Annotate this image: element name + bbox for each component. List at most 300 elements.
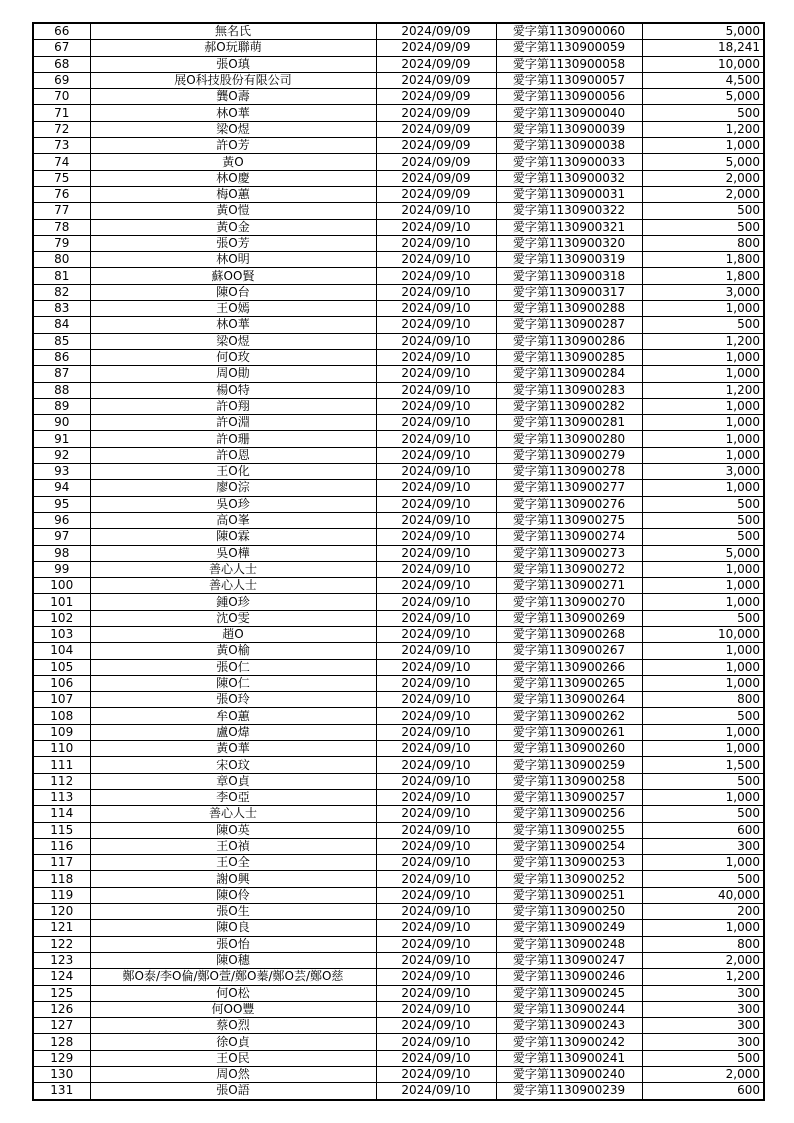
donation-date-cell: 2024/09/10: [376, 643, 496, 659]
donor-name-cell: 善心人士: [90, 578, 376, 594]
amount-cell: 1,000: [642, 643, 764, 659]
donor-name-cell: 展O科技股份有限公司: [90, 72, 376, 88]
row-number-cell: 126: [33, 1001, 90, 1017]
receipt-number-cell: 愛字第1130900058: [496, 56, 642, 72]
row-number-cell: 72: [33, 121, 90, 137]
donation-date-cell: 2024/09/10: [376, 838, 496, 854]
donor-name-cell: 宋O玟: [90, 757, 376, 773]
table-row: [33, 855, 764, 871]
table-row: [33, 512, 764, 528]
receipt-number-cell: 愛字第1130900033: [496, 154, 642, 170]
donor-name-cell: 陳O良: [90, 920, 376, 936]
row-number-cell: 77: [33, 203, 90, 219]
donor-name-cell: 陳O穗: [90, 952, 376, 968]
table-row: [33, 904, 764, 920]
donor-name-cell: 許O淵: [90, 415, 376, 431]
receipt-number-cell: 愛字第1130900265: [496, 675, 642, 691]
table-row: [33, 121, 764, 137]
donor-name-cell: 趙O: [90, 626, 376, 642]
table-row: [33, 464, 764, 480]
table-row: [33, 594, 764, 610]
table-row: [33, 529, 764, 545]
donor-name-cell: 何O玫: [90, 349, 376, 365]
row-number-cell: 121: [33, 920, 90, 936]
receipt-number-cell: 愛字第1130900244: [496, 1001, 642, 1017]
row-number-cell: 86: [33, 349, 90, 365]
table-row: [33, 561, 764, 577]
table-row: [33, 398, 764, 414]
donation-date-cell: 2024/09/10: [376, 301, 496, 317]
row-number-cell: 69: [33, 72, 90, 88]
receipt-number-cell: 愛字第1130900281: [496, 415, 642, 431]
table-row: [33, 203, 764, 219]
amount-cell: 600: [642, 1083, 764, 1100]
donor-name-cell: 周O然: [90, 1067, 376, 1083]
receipt-number-cell: 愛字第1130900031: [496, 186, 642, 202]
receipt-number-cell: 愛字第1130900253: [496, 855, 642, 871]
donation-date-cell: 2024/09/09: [376, 170, 496, 186]
donor-name-cell: 張O玲: [90, 692, 376, 708]
row-number-cell: 130: [33, 1067, 90, 1083]
table-row: [33, 415, 764, 431]
donor-name-cell: 林O慶: [90, 170, 376, 186]
donor-name-cell: 王O禎: [90, 838, 376, 854]
table-row: [33, 284, 764, 300]
receipt-number-cell: 愛字第1130900256: [496, 806, 642, 822]
amount-cell: 1,200: [642, 382, 764, 398]
row-number-cell: 129: [33, 1050, 90, 1066]
row-number-cell: 87: [33, 366, 90, 382]
donor-name-cell: 蔡O烈: [90, 1018, 376, 1034]
donation-table: [32, 22, 765, 1101]
receipt-number-cell: 愛字第1130900286: [496, 333, 642, 349]
row-number-cell: 112: [33, 773, 90, 789]
table-row: [33, 1034, 764, 1050]
donation-date-cell: 2024/09/10: [376, 822, 496, 838]
amount-cell: 800: [642, 936, 764, 952]
donor-name-cell: 吳O樺: [90, 545, 376, 561]
amount-cell: 1,000: [642, 138, 764, 154]
row-number-cell: 94: [33, 480, 90, 496]
amount-cell: 1,000: [642, 855, 764, 871]
table-row: [33, 40, 764, 56]
row-number-cell: 98: [33, 545, 90, 561]
table-row: [33, 741, 764, 757]
donor-name-cell: 王O嫣: [90, 301, 376, 317]
amount-cell: 10,000: [642, 56, 764, 72]
donation-date-cell: 2024/09/10: [376, 252, 496, 268]
table-row: [33, 578, 764, 594]
amount-cell: 1,000: [642, 920, 764, 936]
donation-date-cell: 2024/09/10: [376, 920, 496, 936]
receipt-number-cell: 愛字第1130900271: [496, 578, 642, 594]
donor-name-cell: 善心人士: [90, 561, 376, 577]
receipt-number-cell: 愛字第1130900261: [496, 724, 642, 740]
amount-cell: 300: [642, 985, 764, 1001]
table-row: [33, 56, 764, 72]
amount-cell: 1,000: [642, 447, 764, 463]
donor-name-cell: 許O珊: [90, 431, 376, 447]
donation-date-cell: 2024/09/10: [376, 415, 496, 431]
table-row: [33, 366, 764, 382]
donor-name-cell: 沈O雯: [90, 610, 376, 626]
donor-name-cell: 蘇OO賢: [90, 268, 376, 284]
donation-date-cell: 2024/09/10: [376, 692, 496, 708]
donation-date-cell: 2024/09/10: [376, 1018, 496, 1034]
donor-name-cell: 許O芳: [90, 138, 376, 154]
donation-date-cell: 2024/09/10: [376, 757, 496, 773]
receipt-number-cell: 愛字第1130900272: [496, 561, 642, 577]
table-row: [33, 447, 764, 463]
donor-name-cell: 梅O蕙: [90, 186, 376, 202]
row-number-cell: 108: [33, 708, 90, 724]
amount-cell: 2,000: [642, 1067, 764, 1083]
table-row: [33, 838, 764, 854]
donation-date-cell: 2024/09/10: [376, 871, 496, 887]
amount-cell: 1,000: [642, 659, 764, 675]
receipt-number-cell: 愛字第1130900268: [496, 626, 642, 642]
donor-name-cell: 王O全: [90, 855, 376, 871]
amount-cell: 800: [642, 692, 764, 708]
donation-date-cell: 2024/09/09: [376, 40, 496, 56]
row-number-cell: 124: [33, 969, 90, 985]
donation-date-cell: 2024/09/10: [376, 806, 496, 822]
receipt-number-cell: 愛字第1130900321: [496, 219, 642, 235]
receipt-number-cell: 愛字第1130900240: [496, 1067, 642, 1083]
receipt-number-cell: 愛字第1130900260: [496, 741, 642, 757]
row-number-cell: 95: [33, 496, 90, 512]
row-number-cell: 82: [33, 284, 90, 300]
donor-name-cell: 陳O伶: [90, 887, 376, 903]
row-number-cell: 81: [33, 268, 90, 284]
donation-date-cell: 2024/09/09: [376, 154, 496, 170]
amount-cell: 1,000: [642, 561, 764, 577]
row-number-cell: 106: [33, 675, 90, 691]
table-row: [33, 692, 764, 708]
amount-cell: 500: [642, 203, 764, 219]
receipt-number-cell: 愛字第1130900279: [496, 447, 642, 463]
receipt-number-cell: 愛字第1130900320: [496, 235, 642, 251]
row-number-cell: 88: [33, 382, 90, 398]
row-number-cell: 125: [33, 985, 90, 1001]
amount-cell: 1,800: [642, 268, 764, 284]
row-number-cell: 110: [33, 741, 90, 757]
table-row: [33, 154, 764, 170]
donation-date-cell: 2024/09/09: [376, 72, 496, 88]
donation-date-cell: 2024/09/10: [376, 936, 496, 952]
donation-date-cell: 2024/09/10: [376, 610, 496, 626]
table-row: [33, 186, 764, 202]
amount-cell: 1,000: [642, 675, 764, 691]
table-row: [33, 349, 764, 365]
row-number-cell: 67: [33, 40, 90, 56]
donor-name-cell: 陳O仁: [90, 675, 376, 691]
donor-name-cell: 善心人士: [90, 806, 376, 822]
donation-date-cell: 2024/09/10: [376, 1067, 496, 1083]
donation-date-cell: 2024/09/10: [376, 317, 496, 333]
table-row: [33, 1001, 764, 1017]
donation-date-cell: 2024/09/10: [376, 724, 496, 740]
row-number-cell: 115: [33, 822, 90, 838]
table-row: [33, 1067, 764, 1083]
amount-cell: 5,000: [642, 23, 764, 40]
row-number-cell: 80: [33, 252, 90, 268]
row-number-cell: 127: [33, 1018, 90, 1034]
amount-cell: 600: [642, 822, 764, 838]
donation-date-cell: 2024/09/10: [376, 447, 496, 463]
donor-name-cell: 張O生: [90, 904, 376, 920]
donor-name-cell: 陳O英: [90, 822, 376, 838]
row-number-cell: 97: [33, 529, 90, 545]
donation-date-cell: 2024/09/10: [376, 366, 496, 382]
amount-cell: 500: [642, 317, 764, 333]
donor-name-cell: 王O民: [90, 1050, 376, 1066]
row-number-cell: 78: [33, 219, 90, 235]
donor-name-cell: 林O華: [90, 317, 376, 333]
donation-date-cell: 2024/09/10: [376, 675, 496, 691]
receipt-number-cell: 愛字第1130900039: [496, 121, 642, 137]
amount-cell: 1,200: [642, 333, 764, 349]
amount-cell: 2,000: [642, 952, 764, 968]
receipt-number-cell: 愛字第1130900243: [496, 1018, 642, 1034]
donor-name-cell: 陳O台: [90, 284, 376, 300]
row-number-cell: 101: [33, 594, 90, 610]
donation-date-cell: 2024/09/10: [376, 382, 496, 398]
receipt-number-cell: 愛字第1130900242: [496, 1034, 642, 1050]
amount-cell: 2,000: [642, 186, 764, 202]
receipt-number-cell: 愛字第1130900250: [496, 904, 642, 920]
amount-cell: 500: [642, 773, 764, 789]
donation-date-cell: 2024/09/10: [376, 855, 496, 871]
table-row: [33, 887, 764, 903]
amount-cell: 1,000: [642, 578, 764, 594]
table-row: [33, 235, 764, 251]
receipt-number-cell: 愛字第1130900239: [496, 1083, 642, 1100]
table-row: [33, 626, 764, 642]
donor-name-cell: 龔O壽: [90, 89, 376, 105]
amount-cell: 1,000: [642, 741, 764, 757]
amount-cell: 1,000: [642, 594, 764, 610]
receipt-number-cell: 愛字第1130900057: [496, 72, 642, 88]
row-number-cell: 116: [33, 838, 90, 854]
donor-name-cell: 無名氏: [90, 23, 376, 40]
donation-date-cell: 2024/09/10: [376, 464, 496, 480]
table-row: [33, 773, 764, 789]
amount-cell: 500: [642, 512, 764, 528]
table-row: [33, 170, 764, 186]
row-number-cell: 109: [33, 724, 90, 740]
table-row: [33, 969, 764, 985]
donor-name-cell: 高O峯: [90, 512, 376, 528]
donor-name-cell: 王O化: [90, 464, 376, 480]
donor-name-cell: 張O瑱: [90, 56, 376, 72]
row-number-cell: 93: [33, 464, 90, 480]
amount-cell: 300: [642, 1034, 764, 1050]
amount-cell: 1,200: [642, 969, 764, 985]
amount-cell: 1,800: [642, 252, 764, 268]
donor-name-cell: 謝O興: [90, 871, 376, 887]
receipt-number-cell: 愛字第1130900038: [496, 138, 642, 154]
receipt-number-cell: 愛字第1130900275: [496, 512, 642, 528]
amount-cell: 1,000: [642, 480, 764, 496]
donation-date-cell: 2024/09/10: [376, 268, 496, 284]
donation-date-cell: 2024/09/10: [376, 594, 496, 610]
row-number-cell: 96: [33, 512, 90, 528]
amount-cell: 3,000: [642, 464, 764, 480]
donation-date-cell: 2024/09/10: [376, 349, 496, 365]
amount-cell: 18,241: [642, 40, 764, 56]
amount-cell: 40,000: [642, 887, 764, 903]
table-row: [33, 138, 764, 154]
row-number-cell: 66: [33, 23, 90, 40]
amount-cell: 4,500: [642, 72, 764, 88]
donation-date-cell: 2024/09/10: [376, 545, 496, 561]
receipt-number-cell: 愛字第1130900249: [496, 920, 642, 936]
row-number-cell: 123: [33, 952, 90, 968]
receipt-number-cell: 愛字第1130900251: [496, 887, 642, 903]
donor-name-cell: 許O翔: [90, 398, 376, 414]
donor-name-cell: 何O松: [90, 985, 376, 1001]
row-number-cell: 71: [33, 105, 90, 121]
row-number-cell: 103: [33, 626, 90, 642]
row-number-cell: 70: [33, 89, 90, 105]
donor-name-cell: 黃O金: [90, 219, 376, 235]
receipt-number-cell: 愛字第1130900255: [496, 822, 642, 838]
row-number-cell: 91: [33, 431, 90, 447]
table-row: [33, 789, 764, 805]
donor-name-cell: 梁O煜: [90, 333, 376, 349]
donor-name-cell: 牟O蕙: [90, 708, 376, 724]
receipt-number-cell: 愛字第1130900322: [496, 203, 642, 219]
row-number-cell: 120: [33, 904, 90, 920]
table-row: [33, 708, 764, 724]
receipt-number-cell: 愛字第1130900254: [496, 838, 642, 854]
donation-date-cell: 2024/09/10: [376, 561, 496, 577]
amount-cell: 200: [642, 904, 764, 920]
amount-cell: 3,000: [642, 284, 764, 300]
donation-date-cell: 2024/09/10: [376, 708, 496, 724]
table-row: [33, 985, 764, 1001]
amount-cell: 300: [642, 1018, 764, 1034]
row-number-cell: 76: [33, 186, 90, 202]
donation-date-cell: 2024/09/10: [376, 203, 496, 219]
donation-date-cell: 2024/09/10: [376, 529, 496, 545]
table-row: [33, 252, 764, 268]
row-number-cell: 118: [33, 871, 90, 887]
table-row: [33, 496, 764, 512]
amount-cell: 300: [642, 1001, 764, 1017]
amount-cell: 1,000: [642, 398, 764, 414]
row-number-cell: 74: [33, 154, 90, 170]
donor-name-cell: 楊O特: [90, 382, 376, 398]
receipt-number-cell: 愛字第1130900257: [496, 789, 642, 805]
amount-cell: 500: [642, 871, 764, 887]
donation-date-cell: 2024/09/10: [376, 659, 496, 675]
donation-date-cell: 2024/09/10: [376, 773, 496, 789]
donation-date-cell: 2024/09/10: [376, 1034, 496, 1050]
table-row: [33, 1083, 764, 1100]
donor-name-cell: 林O明: [90, 252, 376, 268]
row-number-cell: 117: [33, 855, 90, 871]
amount-cell: 5,000: [642, 89, 764, 105]
donation-date-cell: 2024/09/10: [376, 985, 496, 1001]
table-row: [33, 952, 764, 968]
receipt-number-cell: 愛字第1130900276: [496, 496, 642, 512]
receipt-number-cell: 愛字第1130900267: [496, 643, 642, 659]
amount-cell: 2,000: [642, 170, 764, 186]
amount-cell: 500: [642, 708, 764, 724]
table-row: [33, 301, 764, 317]
receipt-number-cell: 愛字第1130900285: [496, 349, 642, 365]
donation-date-cell: 2024/09/10: [376, 496, 496, 512]
table-row: [33, 643, 764, 659]
table-row: [33, 936, 764, 952]
receipt-number-cell: 愛字第1130900245: [496, 985, 642, 1001]
amount-cell: 500: [642, 806, 764, 822]
table-row: [33, 89, 764, 105]
receipt-number-cell: 愛字第1130900270: [496, 594, 642, 610]
donation-date-cell: 2024/09/10: [376, 626, 496, 642]
receipt-number-cell: 愛字第1130900273: [496, 545, 642, 561]
receipt-number-cell: 愛字第1130900274: [496, 529, 642, 545]
row-number-cell: 131: [33, 1083, 90, 1100]
row-number-cell: 114: [33, 806, 90, 822]
receipt-number-cell: 愛字第1130900056: [496, 89, 642, 105]
amount-cell: 1,000: [642, 431, 764, 447]
table-row: [33, 333, 764, 349]
table-row: [33, 806, 764, 822]
receipt-number-cell: 愛字第1130900247: [496, 952, 642, 968]
amount-cell: 500: [642, 610, 764, 626]
amount-cell: 10,000: [642, 626, 764, 642]
donation-date-cell: 2024/09/09: [376, 105, 496, 121]
amount-cell: 1,000: [642, 366, 764, 382]
donation-date-cell: 2024/09/09: [376, 89, 496, 105]
table-row: [33, 757, 764, 773]
table-row: [33, 724, 764, 740]
receipt-number-cell: 愛字第1130900282: [496, 398, 642, 414]
amount-cell: 800: [642, 235, 764, 251]
receipt-number-cell: 愛字第1130900284: [496, 366, 642, 382]
receipt-number-cell: 愛字第1130900287: [496, 317, 642, 333]
table-row: [33, 219, 764, 235]
donor-name-cell: 吳O珍: [90, 496, 376, 512]
donation-table-body: [33, 23, 764, 1100]
donor-name-cell: 陳O霖: [90, 529, 376, 545]
row-number-cell: 119: [33, 887, 90, 903]
donation-date-cell: 2024/09/10: [376, 235, 496, 251]
donation-date-cell: 2024/09/10: [376, 398, 496, 414]
receipt-number-cell: 愛字第1130900317: [496, 284, 642, 300]
donation-date-cell: 2024/09/09: [376, 186, 496, 202]
amount-cell: 500: [642, 219, 764, 235]
donation-date-cell: 2024/09/10: [376, 952, 496, 968]
row-number-cell: 105: [33, 659, 90, 675]
receipt-number-cell: 愛字第1130900040: [496, 105, 642, 121]
row-number-cell: 107: [33, 692, 90, 708]
receipt-number-cell: 愛字第1130900269: [496, 610, 642, 626]
donation-date-cell: 2024/09/10: [376, 887, 496, 903]
receipt-number-cell: 愛字第1130900266: [496, 659, 642, 675]
row-number-cell: 102: [33, 610, 90, 626]
table-row: [33, 382, 764, 398]
donor-name-cell: 廖O淙: [90, 480, 376, 496]
donor-name-cell: 李O亞: [90, 789, 376, 805]
donor-name-cell: 黃O華: [90, 741, 376, 757]
donation-date-cell: 2024/09/10: [376, 1083, 496, 1100]
donation-date-cell: 2024/09/09: [376, 23, 496, 40]
row-number-cell: 113: [33, 789, 90, 805]
